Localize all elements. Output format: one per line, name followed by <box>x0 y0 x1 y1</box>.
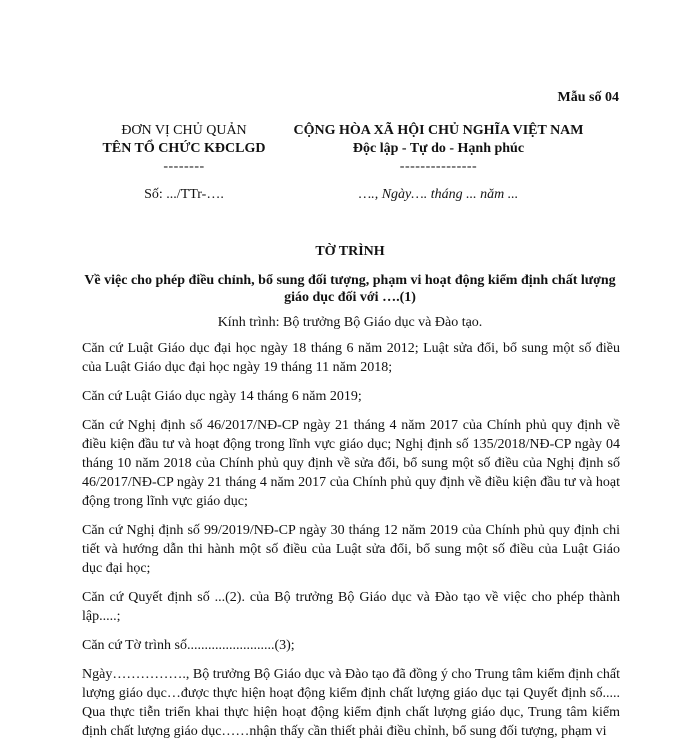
paragraph: Căn cứ Nghị định số 99/2019/NĐ-CP ngày 30 tháng 12 năm 2019 của Chính phủ quy định chi tiết và hướng dẫn thi hành một số điều của Luật sửa đổi, bổ sung một số điều của Luật Giáo dục đại học; <box>82 523 620 576</box>
paragraph: Căn cứ Luật Giáo dục đại học ngày 18 tháng 6 năm 2012; Luật sửa đổi, bổ sung một số điều của Luật Giáo dục đại học ngày 19 tháng 11 năm 2018; <box>82 341 620 375</box>
organization-header <box>78 122 290 204</box>
date-line: …., Ngày…. tháng ... năm ... <box>358 187 519 202</box>
document-body <box>82 339 620 751</box>
paragraph: Căn cứ Luật Giáo dục ngày 14 tháng 6 năm 2019; <box>82 389 362 404</box>
document-number: Số: .../TTr-…. <box>144 187 224 202</box>
recipient-line: Kính trình: Bộ trưởng Bộ Giáo dục và Đào tạo. <box>217 315 483 330</box>
paragraph: Ngày……………., Bộ trưởng Bộ Giáo dục và Đào tạo đã đồng ý cho Trung tâm kiểm định chất lượng giáo dục…được thực hiện hoạt động kiểm định chất lượng giáo dục tại Quyết định số..... Qua thực tiễn triển khai thực hiện hoạt động kiểm định chất lượng giáo dục, Trung tâm kiểm định chất lượng giáo dục……nhận thấy cần thiết phải điều chỉnh, bổ sung đối tượng, phạm vi <box>82 667 620 739</box>
document-title: TỜ TRÌNH <box>315 244 385 259</box>
country-name: CỘNG HÒA XÃ HỘI CHỦ NGHĨA VIỆT NAM <box>293 123 584 138</box>
paragraph: Căn cứ Tờ trình số.........................(3); <box>82 638 295 653</box>
paragraph: Căn cứ Nghị định số 46/2017/NĐ-CP ngày 21 tháng 4 năm 2017 của Chính phủ quy định về điều kiện đầu tư và hoạt động trong lĩnh vực giáo dục; Nghị định số 135/2018/NĐ-CP ngày 04 tháng 10 năm 2018 của Chính phủ quy định về sửa đổi, bổ sung một số điều của Nghị định số 46/2017/NĐ-CP ngày 21 tháng 4 năm 2017 của Chính phủ quy định về điều kiện đầu tư và hoạt động trong lĩnh vực giáo dục; <box>82 418 620 509</box>
form-number: Mẫu số 04 <box>557 90 619 105</box>
document-subject: Về việc cho phép điều chỉnh, bổ sung đối tượng, phạm vi hoạt động kiểm định chất lượng giáo dục đối với ….(1) <box>84 273 616 305</box>
left-divider: -------- <box>163 159 205 174</box>
right-divider: --------------- <box>399 159 478 174</box>
national-header <box>266 122 611 204</box>
national-motto: Độc lập - Tự do - Hạnh phúc <box>352 141 525 156</box>
paragraph: Căn cứ Quyết định số ...(2). của Bộ trưởng Bộ Giáo dục và Đào tạo về việc cho phép thành lập.....; <box>82 590 620 624</box>
organization-name: TÊN TỔ CHỨC KĐCLGD <box>102 141 266 156</box>
parent-unit: ĐƠN VỊ CHỦ QUẢN <box>121 123 247 138</box>
